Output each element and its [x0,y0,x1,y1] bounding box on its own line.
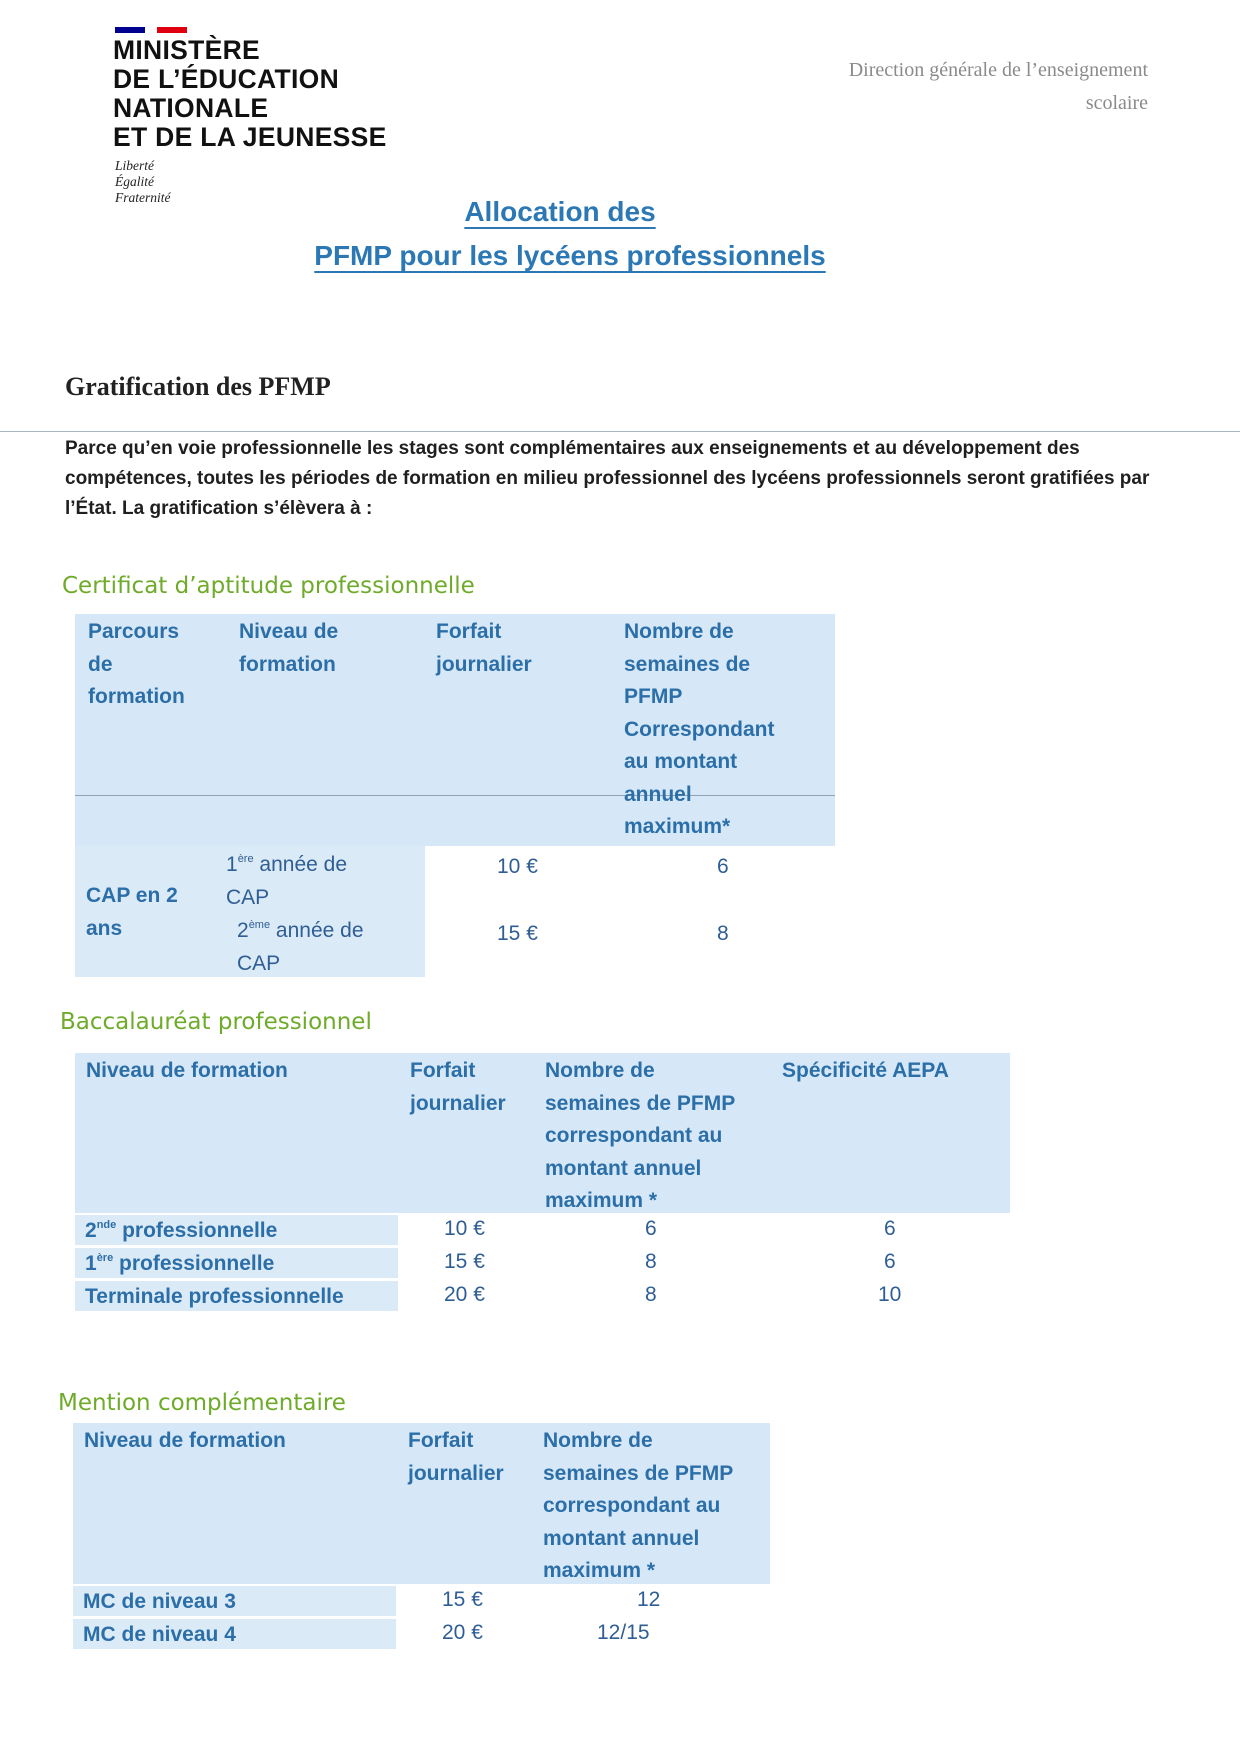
cap-parcours-value: CAP en 2 ans [86,884,178,940]
direction-line: Direction générale de l’enseignement [848,59,1148,81]
cap-row-forfait: 15 € [497,922,538,945]
direction-header [708,54,1148,120]
direction-line: scolaire [1085,92,1148,114]
bac-row-niveau: 2nde professionnelle [85,1219,278,1242]
bac-row-forfait: 15 € [444,1250,485,1273]
bac-row-aepa: 6 [884,1217,896,1240]
bac-section-label: Baccalauréat professionnel [60,1009,372,1035]
bac-row-niveau: 1ère professionnelle [85,1252,275,1275]
cap-header-semaines: Nombre de semaines de PFMP Correspondant au montant annuel maximum* [624,620,775,838]
logo-line: DE L’ÉDUCATION [113,64,340,94]
cap-row-semaines: 8 [717,922,729,945]
cap-row-niveau: 2ème année de CAP [237,919,364,975]
bac-row-niveau: Terminale professionnelle [85,1285,344,1308]
mc-row-niveau: MC de niveau 4 [83,1623,236,1646]
cap-row-niveau: 1ère année de CAP [226,853,348,909]
mc-row-forfait: 15 € [442,1588,483,1611]
ministry-logo-name [113,36,387,152]
mc-section-label: Mention complémentaire [58,1390,346,1416]
logo-line: MINISTÈRE [113,35,260,65]
bac-row-aepa: 6 [884,1250,896,1273]
bac-header-semaines: Nombre de semaines de PFMP correspondant au montant annuel maximum * [545,1059,736,1212]
cap-row-semaines: 6 [717,855,729,878]
motto-line: Liberté [115,158,154,173]
page-title-line-1: Allocation des [464,196,656,227]
mc-header-forfait: Forfait journalier [408,1429,504,1485]
page-title-line-2: PFMP pour les lycéens professionnels [314,240,826,271]
intro-paragraph: Parce qu’en voie professionnelle les stages sont complémentaires aux enseignements et au développement des compétences, toutes les périodes de formation en milieu professionnel des lycéens professionnels seront gratifiées par l’État. La gratification s’élèvera à : [65,438,1150,519]
bac-row-forfait: 20 € [444,1283,485,1306]
motto-line: Égalité [115,174,154,189]
bac-row-semaines: 8 [645,1283,657,1306]
bac-row-aepa: 10 [878,1283,902,1306]
mc-header-niveau: Niveau de formation [84,1429,286,1452]
cap-header-forfait: Forfait journalier [436,620,532,676]
section-title: Gratification des PFMP [65,372,331,401]
bac-header-niveau: Niveau de formation [86,1059,288,1082]
bac-row-semaines: 8 [645,1250,657,1273]
bac-header-aepa: Spécificité AEPA [782,1059,949,1082]
mc-row-semaines: 12/15 [597,1621,650,1644]
bac-row-forfait: 10 € [444,1217,485,1240]
logo-line: NATIONALE [113,93,269,123]
cap-row-forfait: 10 € [497,855,538,878]
cap-header-parcours: Parcours de formation [88,620,185,708]
motto-line: Fraternité [115,190,171,205]
logo-line: ET DE LA JEUNESSE [113,122,387,152]
mc-row-forfait: 20 € [442,1621,483,1644]
mc-row-semaines: 12 [637,1588,661,1611]
divider [0,431,1240,432]
cap-section-label: Certificat d’aptitude professionnelle [62,573,475,599]
cap-header-niveau: Niveau de formation [239,620,339,676]
bac-row-semaines: 6 [645,1217,657,1240]
bac-header-forfait: Forfait journalier [410,1059,506,1115]
flag-logo [115,20,195,26]
mc-header-semaines: Nombre de semaines de PFMP correspondant au montant annuel maximum * [543,1429,734,1582]
mc-row-niveau: MC de niveau 3 [83,1590,236,1613]
